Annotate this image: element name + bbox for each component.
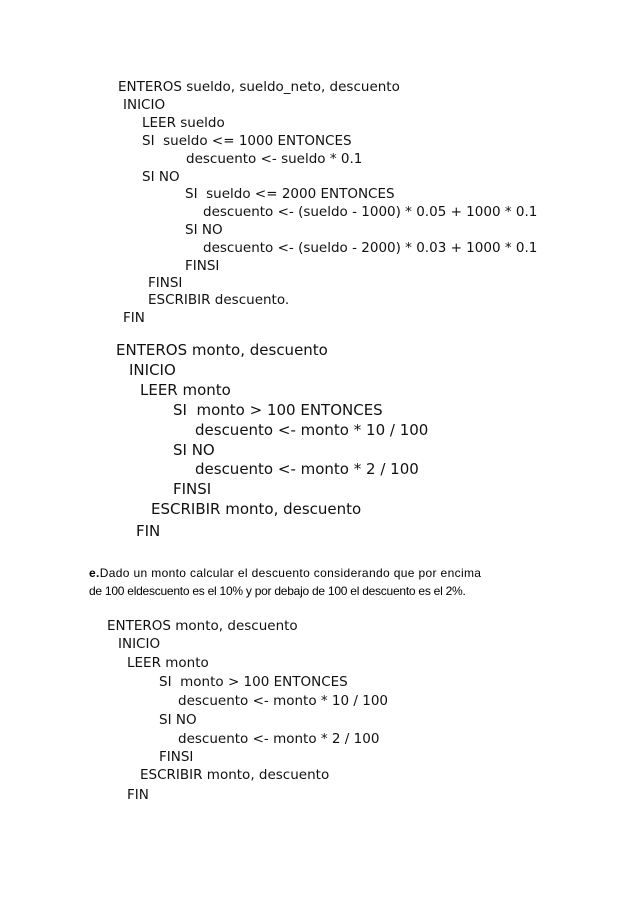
code-line: SI monto > 100 ENTONCES xyxy=(159,674,348,690)
exercise-label: e. xyxy=(89,566,100,580)
code-line: SI NO xyxy=(142,169,180,185)
code-line: descuento <- monto * 10 / 100 xyxy=(195,421,429,439)
code-line: FIN xyxy=(136,522,161,540)
code-line: FINSI xyxy=(173,480,212,498)
code-line: ENTEROS sueldo, sueldo_neto, descuento xyxy=(118,79,400,95)
code-line: INICIO xyxy=(118,636,161,652)
code-line: ENTEROS monto, descuento xyxy=(116,341,328,359)
code-line: ENTEROS monto, descuento xyxy=(107,618,298,634)
code-line: ESCRIBIR monto, descuento xyxy=(140,767,330,783)
code-line: SI NO xyxy=(159,712,197,728)
code-line: FINSI xyxy=(148,275,183,291)
code-line: SI sueldo <= 1000 ENTONCES xyxy=(142,133,352,149)
code-line: descuento <- monto * 2 / 100 xyxy=(178,731,380,747)
code-line: ESCRIBIR descuento. xyxy=(148,292,290,308)
code-line: SI sueldo <= 2000 ENTONCES xyxy=(185,186,395,202)
code-line: descuento <- monto * 10 / 100 xyxy=(178,693,388,709)
code-line: LEER sueldo xyxy=(142,115,225,131)
code-line: INICIO xyxy=(123,97,166,113)
exercise-line-1 xyxy=(89,567,481,579)
code-line: descuento <- (sueldo - 2000) * 0.03 + 1000 * 0.1 xyxy=(203,240,538,256)
code-line: SI NO xyxy=(173,441,215,459)
code-line: LEER monto xyxy=(140,381,231,399)
code-line: LEER monto xyxy=(127,655,209,671)
code-line: FINSI xyxy=(185,258,220,274)
code-line: SI NO xyxy=(185,222,223,238)
exercise-line-2: de 100 eldescuento es el 10% y por debajo de 100 el descuento es el 2%. xyxy=(89,584,466,598)
code-line: FIN xyxy=(127,787,149,803)
code-line: descuento <- sueldo * 0.1 xyxy=(186,151,363,167)
code-line: FINSI xyxy=(159,749,194,765)
code-line: SI monto > 100 ENTONCES xyxy=(173,401,383,419)
exercise-text-1: Dado un monto calcular el descuento considerando que por encima xyxy=(99,566,482,580)
code-line: descuento <- monto * 2 / 100 xyxy=(195,460,419,478)
code-line: INICIO xyxy=(129,361,176,379)
code-line: ESCRIBIR monto, descuento xyxy=(151,500,362,518)
code-line: descuento <- (sueldo - 1000) * 0.05 + 1000 * 0.1 xyxy=(203,204,538,220)
code-line: FIN xyxy=(123,310,145,326)
